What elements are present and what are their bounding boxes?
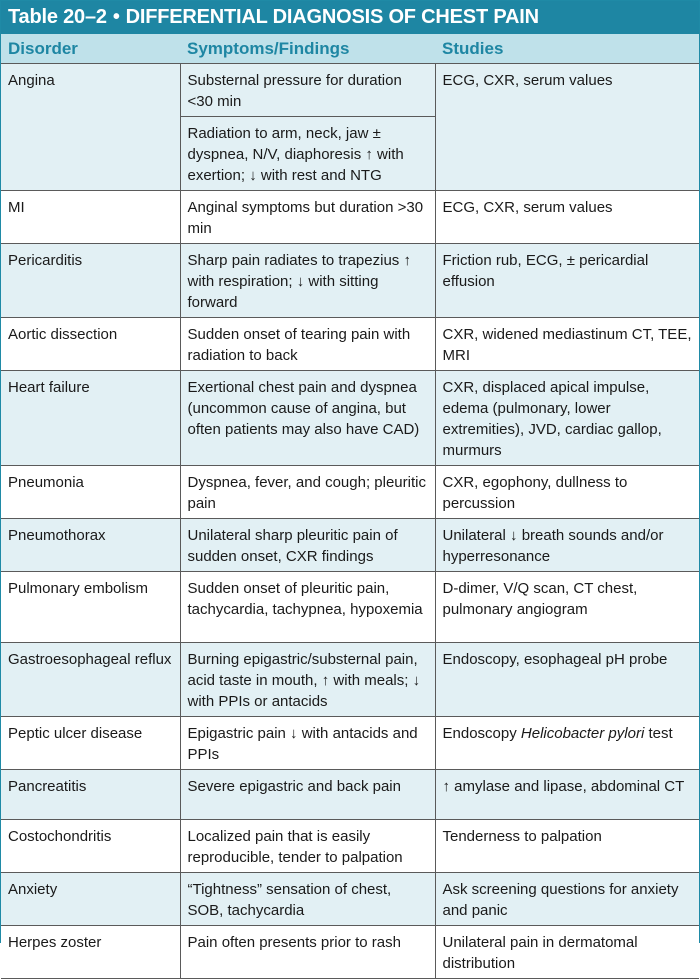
studies-cell	[435, 717, 699, 770]
disorder-cell: Costochondritis	[1, 820, 180, 873]
table-number: Table 20–2	[8, 6, 107, 28]
disorder-cell: Pneumonia	[1, 466, 180, 519]
diagnosis-table	[1, 63, 699, 979]
disorder-cell: Pericarditis	[1, 244, 180, 318]
table-row	[1, 643, 699, 717]
studies-cell: Ask screening questions for anxiety and panic	[435, 873, 699, 926]
disorder-cell: Anxiety	[1, 873, 180, 926]
symptoms-cell: Radiation to arm, neck, jaw ± dyspnea, N/V, diaphoresis ↑ with exertion; ↓ with rest and NTG	[180, 117, 435, 191]
symptoms-cell: Sudden onset of pleuritic pain, tachycardia, tachypnea, hypoxemia	[180, 572, 435, 643]
symptoms-cell: Substernal pressure for duration <30 min	[180, 64, 435, 117]
studies-cell: Friction rub, ECG, ± pericardial effusion	[435, 244, 699, 318]
studies-cell: CXR, displaced apical impulse, edema (pulmonary, lower extremities), JVD, cardiac gallop, murmurs	[435, 371, 699, 466]
table-row	[1, 191, 699, 244]
studies-cell: Tenderness to palpation	[435, 820, 699, 873]
title-separator: •	[112, 6, 120, 28]
studies-cell: CXR, egophony, dullness to percussion	[435, 466, 699, 519]
table-row	[1, 873, 699, 926]
symptoms-cell: Unilateral sharp pleuritic pain of sudden onset, CXR findings	[180, 519, 435, 572]
symptoms-cell: Anginal symptoms but duration >30 min	[180, 191, 435, 244]
studies-cell: Unilateral pain in dermatomal distribution	[435, 926, 699, 979]
disorder-cell: Aortic dissection	[1, 318, 180, 371]
symptoms-cell: Localized pain that is easily reproducible, tender to palpation	[180, 820, 435, 873]
table-title-text: DIFFERENTIAL DIAGNOSIS OF CHEST PAIN	[125, 6, 539, 28]
studies-text: Endoscopy	[442, 725, 517, 742]
disorder-cell: Heart failure	[1, 371, 180, 466]
header-disorder: Disorder	[8, 39, 78, 58]
table-row	[1, 466, 699, 519]
disorder-cell: MI	[1, 191, 180, 244]
disorder-cell: Gastroesophageal reflux	[1, 643, 180, 717]
table-row	[1, 770, 699, 820]
disorder-cell: Pulmonary embolism	[1, 572, 180, 643]
table-row	[1, 820, 699, 873]
table-row	[1, 371, 699, 466]
table-title	[1, 1, 699, 34]
studies-cell: CXR, widened mediastinum CT, TEE, MRI	[435, 318, 699, 371]
disorder-cell: Pneumothorax	[1, 519, 180, 572]
studies-cell: Endoscopy, esophageal pH probe	[435, 643, 699, 717]
table-row	[1, 572, 699, 643]
table-header-row	[1, 34, 699, 63]
symptoms-cell: Dyspnea, fever, and cough; pleuritic pain	[180, 466, 435, 519]
table-row	[1, 64, 699, 117]
symptoms-cell: “Tightness” sensation of chest, SOB, tachycardia	[180, 873, 435, 926]
studies-cell: D-dimer, V/Q scan, CT chest, pulmonary angiogram	[435, 572, 699, 643]
symptoms-cell: Pain often presents prior to rash	[180, 926, 435, 979]
disorder-cell: Herpes zoster	[1, 926, 180, 979]
disorder-cell: Pancreatitis	[1, 770, 180, 820]
symptoms-cell: Epigastric pain ↓ with antacids and PPIs	[180, 717, 435, 770]
table-row	[1, 926, 699, 979]
symptoms-cell: Severe epigastric and back pain	[180, 770, 435, 820]
studies-cell: Unilateral ↓ breath sounds and/or hyperresonance	[435, 519, 699, 572]
table-row	[1, 244, 699, 318]
symptoms-cell: Sudden onset of tearing pain with radiation to back	[180, 318, 435, 371]
studies-cell: ECG, CXR, serum values	[435, 64, 699, 191]
studies-cell: ECG, CXR, serum values	[435, 191, 699, 244]
studies-text-suffix: test	[648, 725, 673, 742]
symptoms-cell: Sharp pain radiates to trapezius ↑ with respiration; ↓ with sitting forward	[180, 244, 435, 318]
symptoms-cell: Burning epigastric/substernal pain, acid taste in mouth, ↑ with meals; ↓ with PPIs or antacids	[180, 643, 435, 717]
symptoms-cell: Exertional chest pain and dyspnea (uncommon cause of angina, but often patients may also have CAD)	[180, 371, 435, 466]
table-row	[1, 717, 699, 770]
header-studies: Studies	[442, 39, 504, 58]
studies-cell: ↑ amylase and lipase, abdominal CT	[435, 770, 699, 820]
header-symptoms: Symptoms/Findings	[187, 39, 350, 58]
table-row	[1, 318, 699, 371]
disorder-cell: Angina	[1, 64, 180, 191]
disorder-cell: Peptic ulcer disease	[1, 717, 180, 770]
studies-italic-text: Helicobacter pylori	[520, 725, 645, 742]
table-row	[1, 519, 699, 572]
